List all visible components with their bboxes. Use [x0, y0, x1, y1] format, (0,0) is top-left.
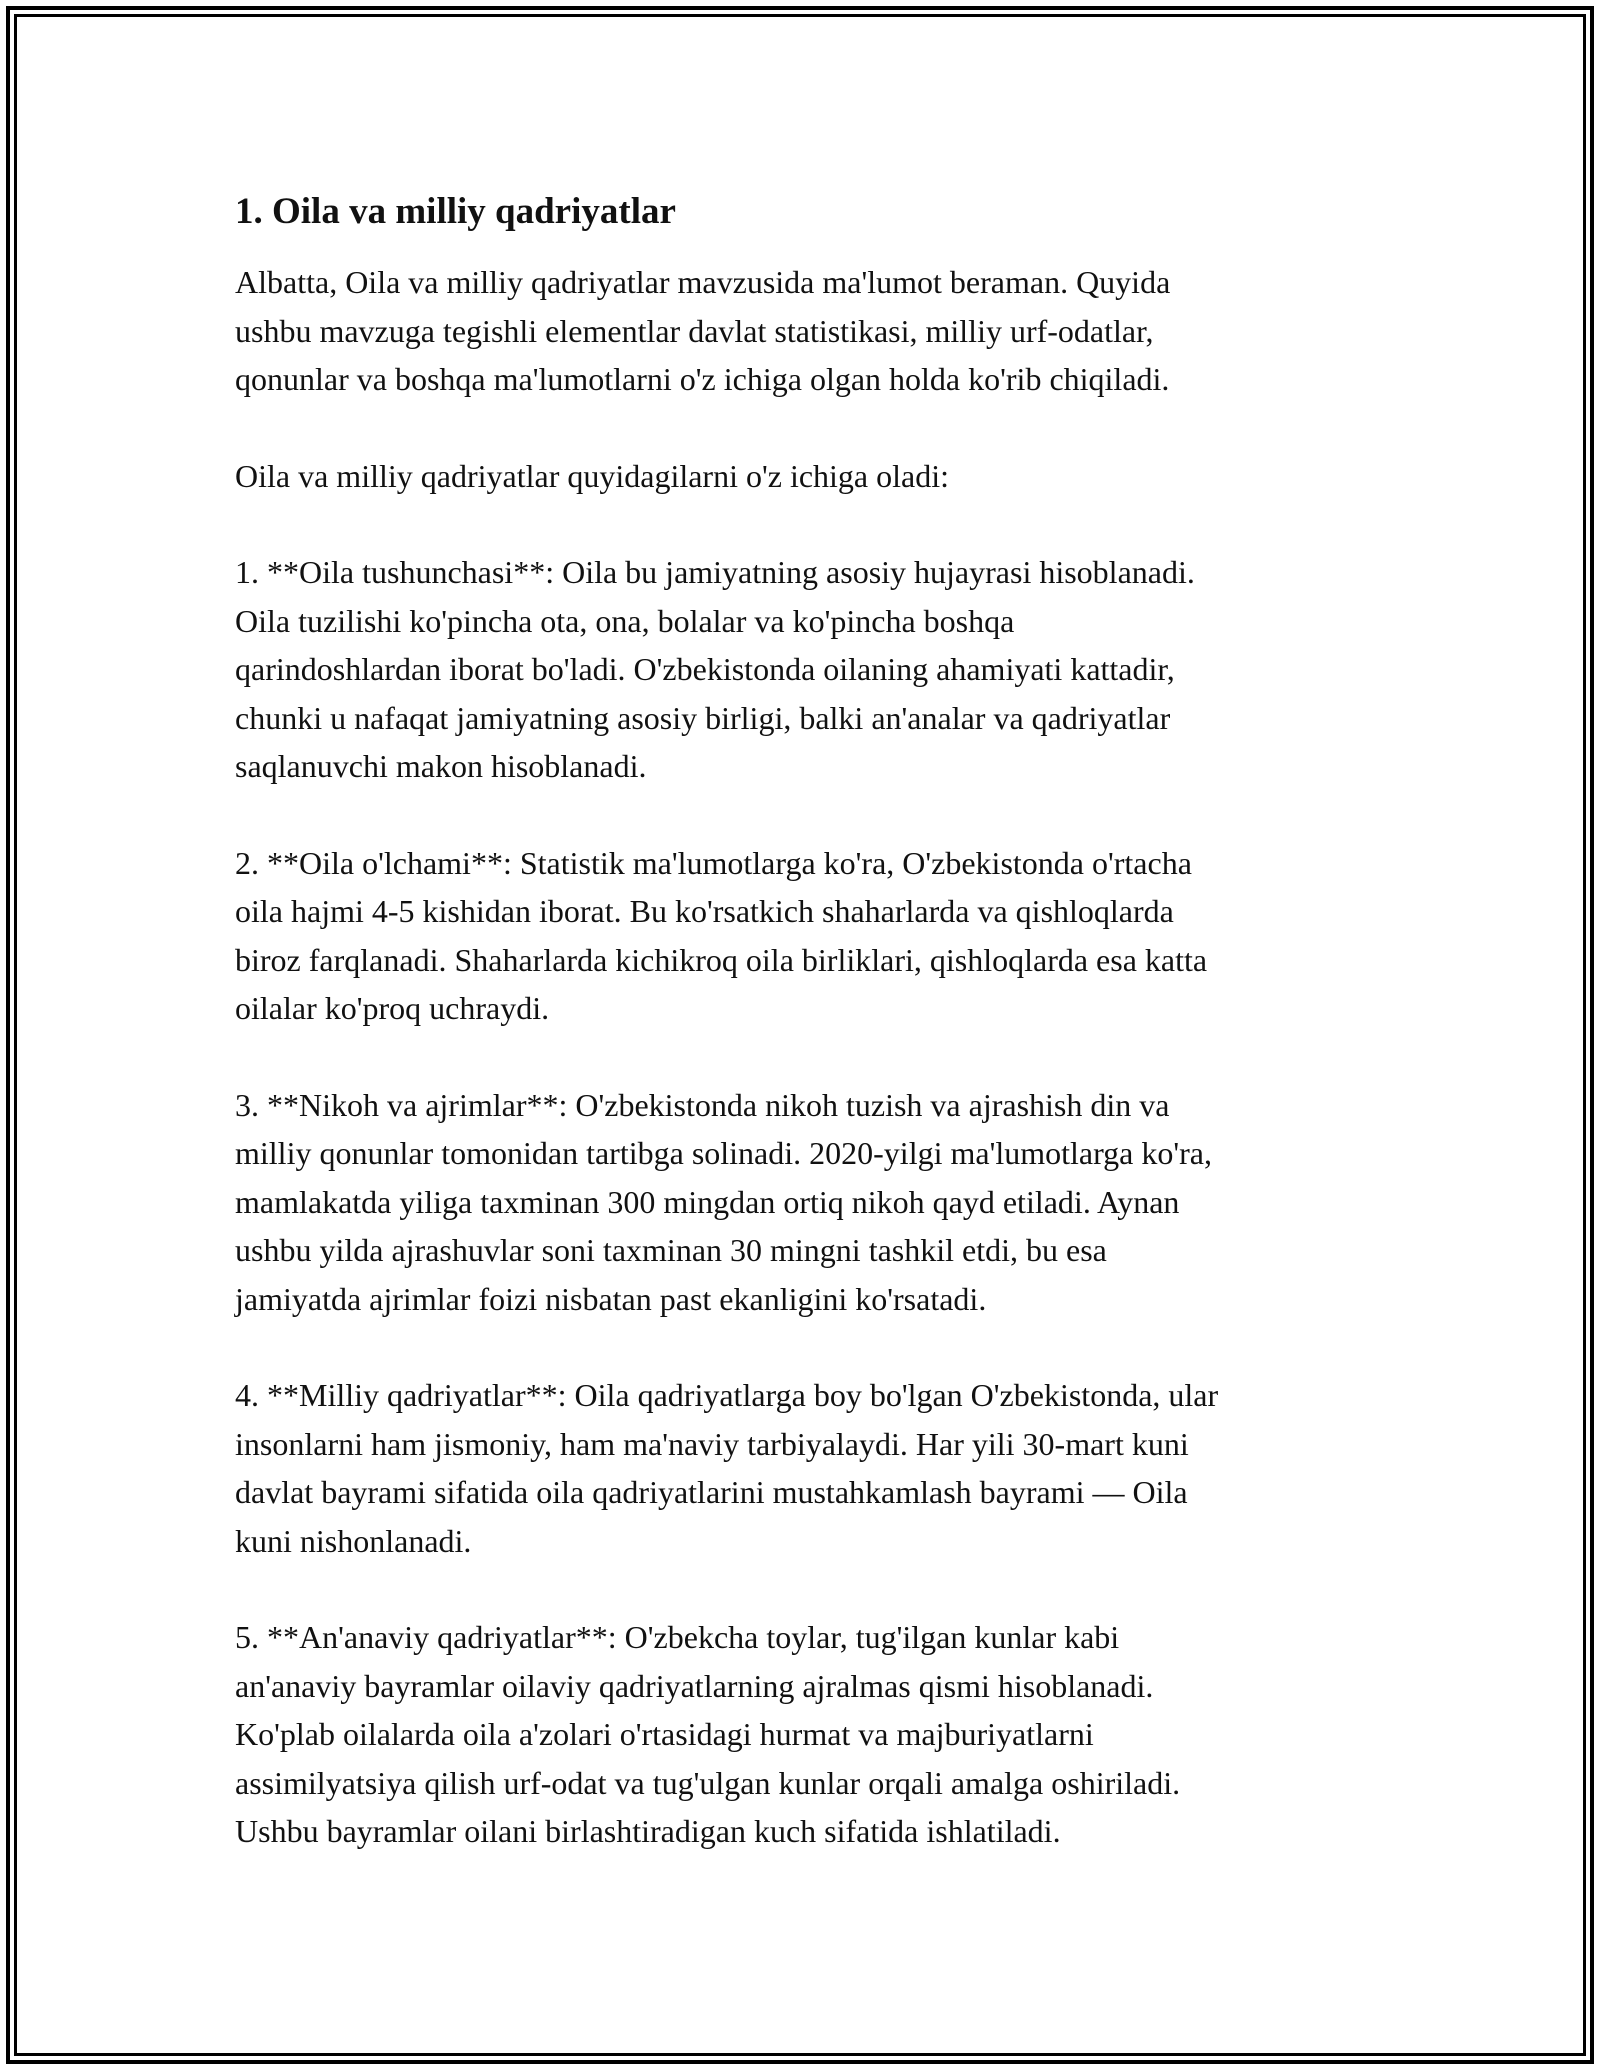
list-item-oila-olchami: 2. **Oila o'lchami**: Statistik ma'lumotlarga ko'ra, O'zbekistonda o'rtacha oila hajmi 4-5 kishidan iborat. Bu ko'rsatkich shaharlarda va qishloqlarda biroz farqlanadi. Shaharlarda kichikroq oila birliklari, qishloqlarda esa katta oilalar ko'proq uchraydi.: [235, 844, 1208, 1026]
list-item-oila-tushunchasi: 1. **Oila tushunchasi**: Oila bu jamiyatning asosiy hujayrasi hisoblanadi. Oila tuzilishi ko'pincha ota, ona, bolalar va ko'pincha boshqa qarindoshlardan iborat bo'ladi. O'zbekistonda oilaning ahamiyati kattadir, chunki u nafaqat jamiyatning asosiy birligi, balki an'analar va qadriyatlar saqlanuvchi makon hisoblanadi.: [235, 554, 1195, 784]
intro-paragraph: Albatta, Oila va milliy qadriyatlar mavzusida ma'lumot beraman. Quyida ushbu mavzuga tegishli elementlar davlat statistikasi, milliy urf-odatlar, qonunlar va boshqa ma'lumotlarni o'z ichiga olgan holda ko'rib chiqiladi.: [235, 264, 1171, 397]
list-intro-paragraph: Oila va milliy qadriyatlar quyidagilarni o'z ichiga oladi:: [235, 457, 949, 494]
document-title: 1. Oila va milliy qadriyatlar: [235, 191, 676, 232]
list-item-ananaviy-qadriyatlar: 5. **An'anaviy qadriyatlar**: O'zbekcha toylar, tug'ilgan kunlar kabi an'anaviy bayramlar oilaviy qadriyatlarning ajralmas qismi hisoblanadi. Ko'plab oilalarda oila a'zolari o'rtasidagi hurmat va majburiyatlarni assimilyatsiya qilish urf-odat va tug'ulgan kunlar orqali amalga oshiriladi. Ushbu bayramlar oilani birlashtiradigan kuch sifatida ishlatiladi.: [235, 1619, 1181, 1849]
list-item-milliy-qadriyatlar: 4. **Milliy qadriyatlar**: Oila qadriyatlarga boy bo'lgan O'zbekistonda, ular insonlarni ham jismoniy, ham ma'naviy tarbiyalaydi. Har yili 30-mart kuni davlat bayrami sifatida oila qadriyatlarini mustahkamlash bayrami — Oila kuni nishonlanadi.: [235, 1377, 1219, 1559]
list-item-nikoh-va-ajrimlar: 3. **Nikoh va ajrimlar**: O'zbekistonda nikoh tuzish va ajrashish din va milliy qonunlar tomonidan tartibga solinadi. 2020-yilgi ma'lumotlarga ko'ra, mamlakatda yiliga taxminan 300 mingdan ortiq nikoh qayd etiladi. Aynan ushbu yilda ajrashuvlar soni taxminan 30 mingni tashkil etdi, bu esa jamiyatda ajrimlar foizi nisbatan past ekanligini ko'rsatadi.: [235, 1086, 1212, 1317]
document-body: [235, 188, 1375, 1904]
